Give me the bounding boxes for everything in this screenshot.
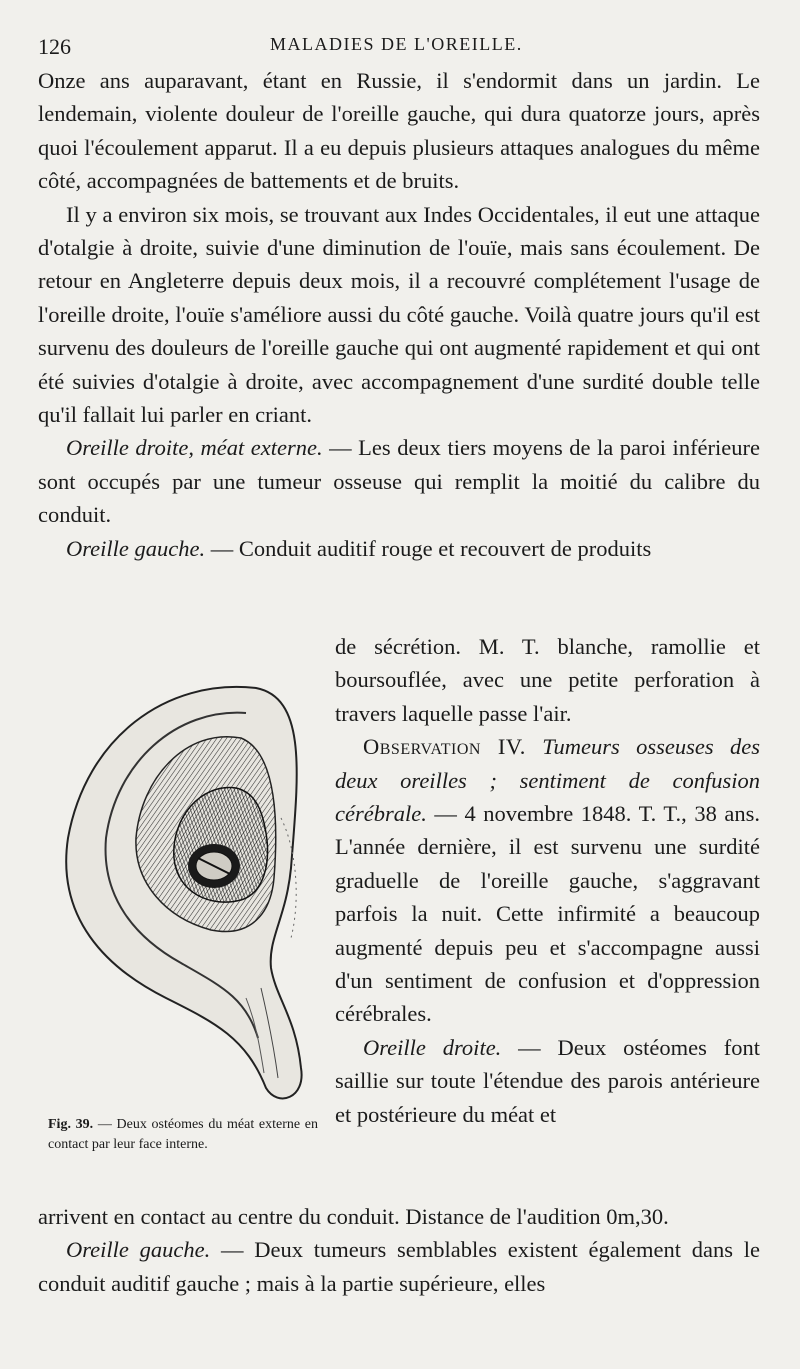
- paragraph-text: — Conduit auditif rouge et recouvert de produits: [205, 535, 652, 561]
- paragraph-label: Oreille droite.: [363, 1034, 502, 1060]
- observation-title: Observation IV.: [363, 734, 526, 760]
- text-block-top: [38, 64, 760, 565]
- figure-label: Fig. 39.: [48, 1117, 94, 1132]
- paragraph-oreille-gauche: [38, 532, 760, 565]
- paragraph-oreille-droite: [38, 431, 760, 531]
- paragraph-oreille-droite: [335, 1031, 760, 1131]
- observation-text: — 4 novembre 1848. T. T., 38 ans. L'année dernière, il est survenu une surdité graduelle de l'oreille gauche, s'aggravant parfois la nuit. Cette infirmité a beaucoup augmenté depuis peu et s'accompagne aussi d'un sentiment de confusion et d'oppression cérébrales.: [335, 801, 760, 1027]
- paragraph-continuation: de sécrétion. M. T. blanche, ramollie et boursouflée, avec une petite perforation à travers laquelle passe l'air.: [335, 634, 760, 726]
- figure-caption-text: — Deux ostéomes du méat externe en contact par leur face interne.: [48, 1117, 318, 1152]
- page-number: 126: [38, 34, 71, 59]
- observation-subtitle: Tumeurs osseuses des deux oreilles ; sentiment de confusion cérébrale.: [335, 734, 760, 827]
- ear-engraving-icon: [46, 668, 316, 1108]
- paragraph-text: — Deux ostéomes font saillie sur toute l'étendue des parois antérieure et postérieure du méat et: [335, 1034, 761, 1127]
- text-block-bottom: [38, 1200, 760, 1300]
- paragraph: Onze ans auparavant, étant en Russie, il s'endormit dans un jardin. Le lendemain, violente douleur de l'oreille gauche, qui dura quatorze jours, après quoi l'écoulement apparut. Il a eu depuis plusieurs attaques analogues du même côté, accompagnées de battements et de bruits.: [38, 68, 760, 194]
- paragraph-text: — Les deux tiers moyens de la paroi inférieure sont occupés par une tumeur osseuse qui remplit la moitié du calibre du conduit.: [38, 435, 761, 528]
- paragraph-oreille-gauche: [38, 1233, 760, 1300]
- paragraph-label: Oreille gauche.: [66, 1237, 211, 1263]
- running-title: MALADIES DE L'OREILLE.: [270, 34, 523, 54]
- text-block-beside-figure: [335, 630, 760, 1131]
- figure-caption: [48, 1115, 318, 1155]
- paragraph-label: Oreille droite, méat externe.: [66, 435, 323, 461]
- paragraph-text: — Deux tumeurs semblables existent également dans le conduit auditif gauche ; mais à la partie supérieure, elles: [38, 1237, 760, 1296]
- observation-heading: [335, 730, 760, 1031]
- paragraph-label: Oreille gauche.: [66, 535, 206, 561]
- ear-illustration: [46, 668, 316, 1108]
- page-header: [38, 30, 758, 60]
- paragraph: Il y a environ six mois, se trouvant aux Indes Occidentales, il eut une attaque d'otalgie à droite, suivie d'une diminution de l'ouïe, mais sans écoulement. De retour en Angleterre depuis deux mois, il a recouvré complétement l'usage de l'oreille droite, l'ouïe s'améliore aussi du côté gauche. Voilà quatre jours qu'il est survenu des douleurs de l'oreille gauche qui ont augmenté rapidement et qui ont été suivies d'otalgie à droite, avec accompagnement d'une surdité double telle qu'il fallait lui parler en criant.: [38, 201, 760, 428]
- paragraph-continuation: arrivent en contact au centre du conduit. Distance de l'audition 0m,30.: [38, 1204, 669, 1229]
